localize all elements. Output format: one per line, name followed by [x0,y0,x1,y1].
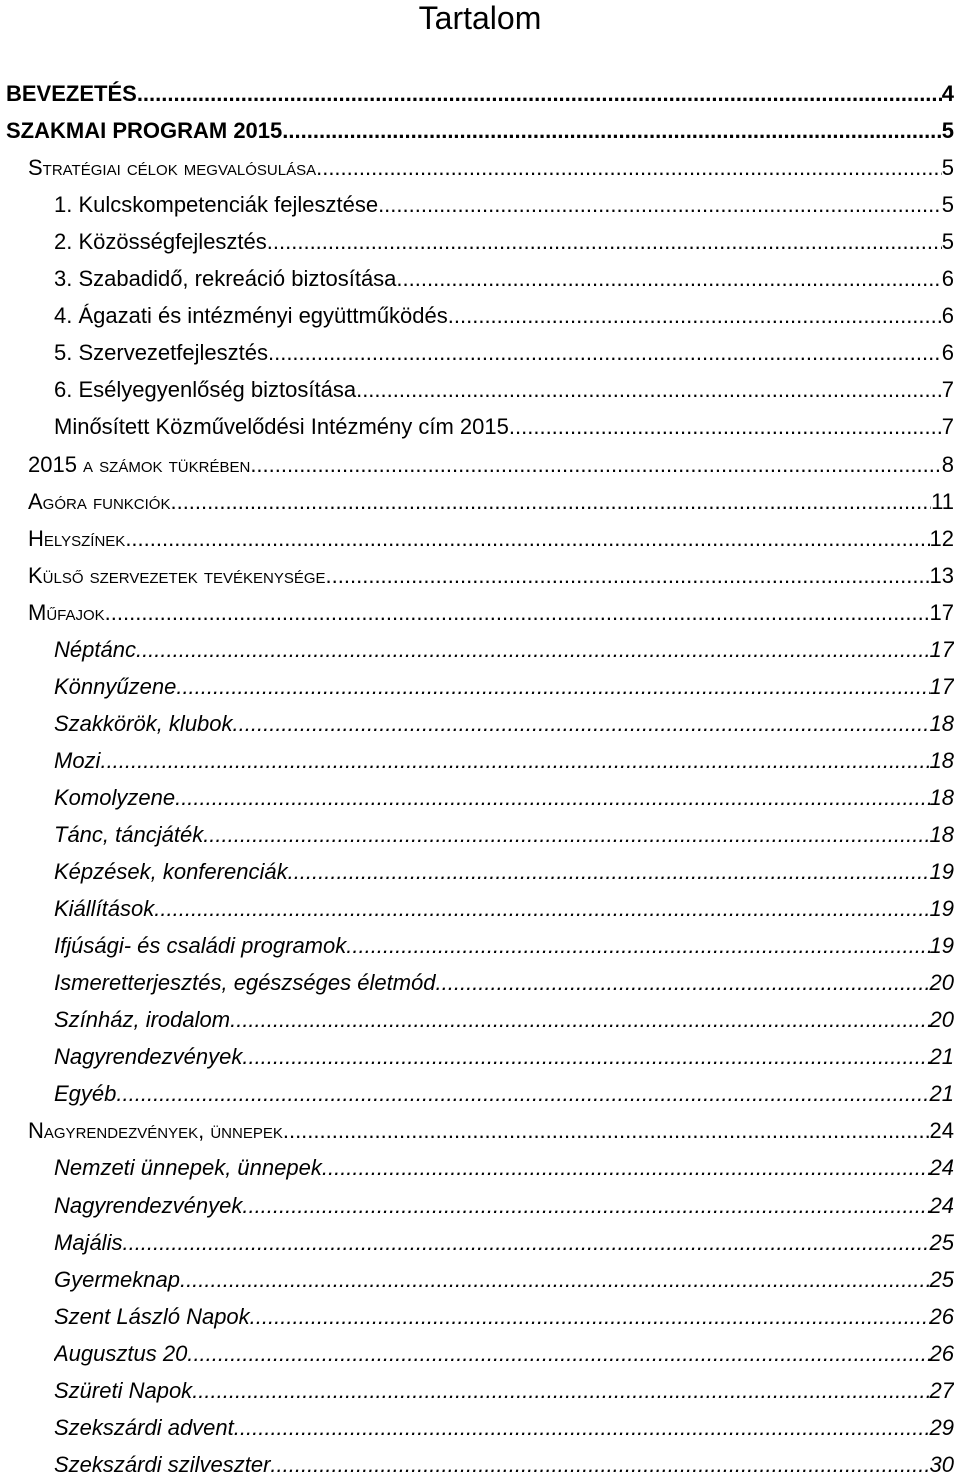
toc-entry[interactable] [54,297,954,334]
toc-entry-label: Ismeretterjesztés, egészséges életmód [54,970,436,996]
toc-leader-dots [288,853,930,890]
toc-entry-label: Majális [54,1229,123,1255]
toc-leader-dots [267,223,942,260]
toc-entry-page: 21 [929,1081,954,1107]
toc-leader-dots [268,334,942,371]
toc-entry[interactable] [54,779,954,816]
toc-leader-dots [170,483,931,520]
toc-leader-dots [282,112,941,149]
toc-leader-dots [122,1224,929,1261]
toc-entry-page: 18 [929,822,954,847]
toc-leader-dots [436,964,930,1001]
toc-entry-page: 27 [929,1377,954,1403]
toc-entry-page: 8 [941,451,954,477]
toc-entry-page: 5 [941,229,954,255]
toc-leader-dots [326,557,930,594]
toc-leader-dots [176,668,929,705]
toc-entry-page: 20 [929,1007,954,1033]
toc-entry-label: 2. Közösségfejlesztés [54,229,267,255]
toc-entry[interactable] [28,149,954,186]
toc-entry[interactable] [54,223,954,260]
toc-entry[interactable] [54,1149,954,1186]
toc-leader-dots [396,260,941,297]
toc-leader-dots [175,779,929,816]
toc-entry-label: Kiállítások [54,896,155,922]
toc-entry-label: 3. Szabadidő, rekreáció biztosítása [54,266,397,292]
toc-entry[interactable] [54,1409,954,1446]
toc-entry-label: Ifjúsági- és családi programok [54,933,347,959]
toc-entry-page: 13 [929,562,954,588]
toc-leader-dots [250,1298,930,1335]
toc-entry[interactable] [28,483,954,520]
toc-entry-page: 30 [929,1451,954,1477]
toc-entry-page: 11 [931,488,954,514]
toc-entry-label: Szakkörök, klubok [54,710,233,736]
toc-entry[interactable] [54,705,954,742]
toc-entry-label: Szekszárdi szilveszter [54,1451,271,1477]
toc-entry[interactable] [54,1298,954,1335]
toc-entry-label: Nagyrendezvények [54,1192,243,1218]
toc-entry-page: 17 [929,673,954,699]
toc-leader-dots [242,1187,929,1224]
toc-entry[interactable] [54,742,954,779]
toc-leader-dots [448,297,942,334]
toc-leader-dots [242,1038,929,1075]
toc-entry-page: 17 [929,636,954,662]
toc-entry[interactable] [54,964,954,1001]
toc-entry-label: SZAKMAI PROGRAM 2015 [6,118,283,144]
toc-entry-page: 18 [929,747,954,773]
toc-entry[interactable] [28,594,954,631]
toc-entry-label: Néptánc [54,636,136,662]
toc-entry[interactable] [28,1112,954,1149]
toc-leader-dots [105,594,930,631]
toc-leader-dots [250,446,941,483]
toc-entry-page: 25 [929,1229,954,1255]
toc-leader-dots [192,1372,929,1409]
toc-entry[interactable] [54,1446,954,1483]
toc-entry[interactable] [54,1187,954,1224]
toc-entry-page: 6 [941,266,954,292]
toc-entry-page: 19 [929,896,954,922]
toc-leader-dots [116,1075,929,1112]
toc-entry[interactable] [6,112,954,149]
toc-entry-label: 2015 a számok tükrében [28,451,251,477]
toc-entry[interactable] [54,260,954,297]
toc-entry-label: Képzések, konferenciák [54,859,288,885]
toc-entry-page: 5 [941,155,954,181]
toc-leader-dots [270,1446,929,1483]
toc-leader-dots [193,1335,929,1372]
toc-entry-label: 5. Szervezetfejlesztés [54,340,268,366]
toc-entry[interactable] [54,1261,954,1298]
toc-leader-dots [378,186,942,223]
toc-entry[interactable] [54,1001,954,1038]
toc-entry-page: 19 [929,859,954,885]
toc-leader-dots [100,742,929,779]
toc-entry-label: Színház, irodalom [54,1007,231,1033]
toc-entry-label: Helyszínek [28,525,126,551]
toc-entry-page: 29 [929,1414,954,1440]
toc-entry[interactable] [54,1335,954,1372]
page-title: Tartalom [418,0,542,36]
toc-entry-label: Szekszárdi advent [54,1414,234,1440]
toc-leader-dots [137,75,942,112]
toc-entry-page: 5 [941,192,954,218]
toc-entry-page: 20 [929,970,954,996]
toc-entry-page: 24 [929,1192,954,1218]
toc-leader-dots [203,816,929,853]
toc-entry-label: Nemzeti ünnepek, ünnepek [54,1155,322,1181]
toc-entry-label: Gyermeknap [54,1266,180,1292]
toc-entry[interactable] [28,520,954,557]
toc-entry-label: Szüreti Napok [54,1377,193,1403]
toc-entry-label: Mozi [54,747,101,773]
toc-entry-label: Komolyzene [54,784,176,810]
toc-entry[interactable] [54,186,954,223]
toc-leader-dots [136,631,930,668]
toc-leader-dots [180,1261,930,1298]
toc-entry-page: 7 [941,377,954,403]
toc-entry[interactable] [54,927,954,964]
toc-entry-page: 17 [929,599,954,625]
toc-entry-page: 19 [929,933,954,959]
toc-entry[interactable] [54,408,954,445]
toc-entry-page: 4 [941,81,954,106]
toc-entry-label: Agóra funkciók [28,488,171,514]
toc-entry-page: 24 [929,1118,954,1144]
toc-leader-dots [154,890,929,927]
toc-entry-label: 1. Kulcskompetenciák fejlesztése [54,192,379,218]
toc-entry[interactable] [54,668,954,705]
toc-entry-label: Könnyűzene [54,673,177,699]
toc-entry-label: BEVEZETÉS [6,81,137,106]
toc-entry-page: 24 [929,1155,954,1181]
toc-entry-page: 6 [941,340,954,366]
toc-entry-label: Műfajok [28,599,105,625]
toc-entry-page: 26 [929,1303,954,1329]
toc-entry-page: 25 [929,1266,954,1292]
toc-leader-dots [283,1112,930,1149]
toc-entry-label: Szent László Napok [54,1303,250,1329]
toc-leader-dots [233,705,930,742]
toc-leader-dots [125,520,929,557]
toc-entry-page: 6 [941,303,954,329]
toc-entry[interactable] [54,334,954,371]
toc-entry[interactable] [54,816,954,853]
toc-entry-page: 7 [941,414,954,440]
toc-leader-dots [346,927,929,964]
toc-entry[interactable] [54,1224,954,1261]
toc-leader-dots [322,1149,930,1186]
toc-entry[interactable] [54,631,954,668]
toc-entry[interactable] [54,371,954,408]
toc-leader-dots [509,408,942,445]
toc-entry-label: Külső szervezetek tevékenysége [28,562,326,588]
toc-entry-label: Nagyrendezvények [54,1044,243,1070]
toc-entry-page: 18 [929,710,954,736]
toc-entry-page: 26 [929,1340,954,1366]
toc-entry-page: 21 [929,1044,954,1070]
toc-entry[interactable] [54,1075,954,1112]
toc-entry-label: Tánc, táncjáték [54,822,204,847]
toc-entry[interactable] [28,446,954,483]
toc-entry-page: 12 [929,525,954,551]
toc-entry-label: 4. Ágazati és intézményi együttműködés [54,303,448,329]
toc-entry-label: Stratégiai célok megvalósulása [28,155,317,181]
toc-leader-dots [356,371,942,408]
toc-entry[interactable] [54,1372,954,1409]
toc-entry[interactable] [6,75,954,112]
toc-entry-label: Minősített Közművelődési Intézmény cím 2015 [54,414,509,440]
toc-entry[interactable] [54,1038,954,1075]
toc-leader-dots [316,149,942,186]
toc-leader-dots [234,1409,930,1446]
toc-entry-page: 18 [929,784,954,810]
toc-leader-dots [230,1001,929,1038]
toc-entry-label: Augusztus 20. [54,1340,194,1366]
toc-entry[interactable] [54,890,954,927]
toc-entry-label: Egyéb [54,1081,117,1107]
toc-entry[interactable] [54,853,954,890]
toc-entry[interactable] [28,557,954,594]
toc-entry-label: 6. Esélyegyenlőség biztosítása [54,377,357,403]
toc-entry-label: Nagyrendezvények, ünnepek [28,1118,283,1144]
toc-entry-page: 5 [941,118,954,144]
